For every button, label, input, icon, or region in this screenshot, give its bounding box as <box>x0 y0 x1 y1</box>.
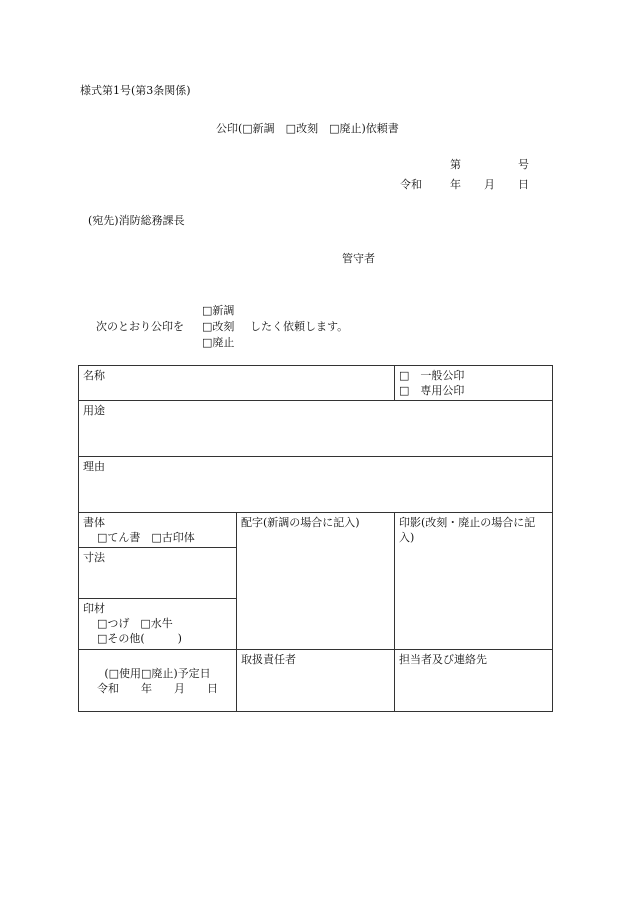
font-label: 書体 <box>83 516 105 529</box>
font-options[interactable]: □てん書 □古印体 <box>97 531 195 544</box>
date-era: 令和 <box>400 178 422 191</box>
request-option-abolish: □廃止 <box>202 336 235 349</box>
spec-cell <box>79 513 237 650</box>
layout-cell[interactable] <box>237 513 395 650</box>
request-option-recarve: □改刻 <box>202 320 235 333</box>
impression-cell[interactable] <box>395 513 553 650</box>
seal-type-general[interactable]: □ 一般公印 <box>399 369 465 382</box>
doc-number-suffix: 号 <box>518 158 529 171</box>
font-section <box>79 513 236 547</box>
size-section[interactable] <box>79 547 236 598</box>
request-prefix: 次のとおり公印を <box>96 320 184 333</box>
purpose-label: 用途 <box>83 404 105 417</box>
impression-label: 印影(改刻・廃止の場合に記入) <box>399 516 536 544</box>
reason-row <box>79 457 553 513</box>
request-suffix: したく依頼します。 <box>250 320 349 333</box>
handler-label: 取扱責任者 <box>241 653 296 666</box>
seal-type-special[interactable]: □ 専用公印 <box>399 384 465 397</box>
date-month: 月 <box>484 178 495 191</box>
reason-label: 理由 <box>83 460 105 473</box>
contact-cell[interactable] <box>395 650 553 712</box>
form-number: 様式第1号(第3条関係) <box>80 84 191 97</box>
reason-cell[interactable] <box>79 457 553 513</box>
schedule-cell[interactable] <box>79 650 237 712</box>
size-label: 寸法 <box>83 551 105 564</box>
schedule-row <box>79 650 553 712</box>
material-label: 印材 <box>83 602 105 615</box>
date-year: 年 <box>450 178 461 191</box>
material-options-1[interactable]: □つげ □水牛 <box>97 617 173 630</box>
contact-label: 担当者及び連絡先 <box>399 653 487 666</box>
purpose-row <box>79 401 553 457</box>
custodian-label: 管守者 <box>342 252 375 265</box>
addressee: (宛先)消防総務課長 <box>88 214 185 227</box>
date-day: 日 <box>518 178 529 191</box>
material-section <box>79 598 236 649</box>
schedule-date: 令和 年 月 日 <box>97 681 218 695</box>
name-row <box>79 366 553 401</box>
document-title: 公印(□新調 □改刻 □廃止)依頼書 <box>216 122 399 135</box>
purpose-cell[interactable] <box>79 401 553 457</box>
request-option-new: □新調 <box>202 304 235 317</box>
name-label: 名称 <box>83 369 105 382</box>
seal-type-cell[interactable] <box>395 366 553 401</box>
name-cell[interactable] <box>79 366 395 401</box>
doc-number-prefix: 第 <box>450 158 461 171</box>
layout-label: 配字(新調の場合に記入) <box>241 516 360 529</box>
schedule-label: (□使用□廃止)予定日 <box>104 666 211 680</box>
request-form-table <box>78 365 553 712</box>
material-options-2[interactable]: □その他( ) <box>97 632 182 645</box>
details-row <box>79 513 553 650</box>
handler-cell[interactable] <box>237 650 395 712</box>
